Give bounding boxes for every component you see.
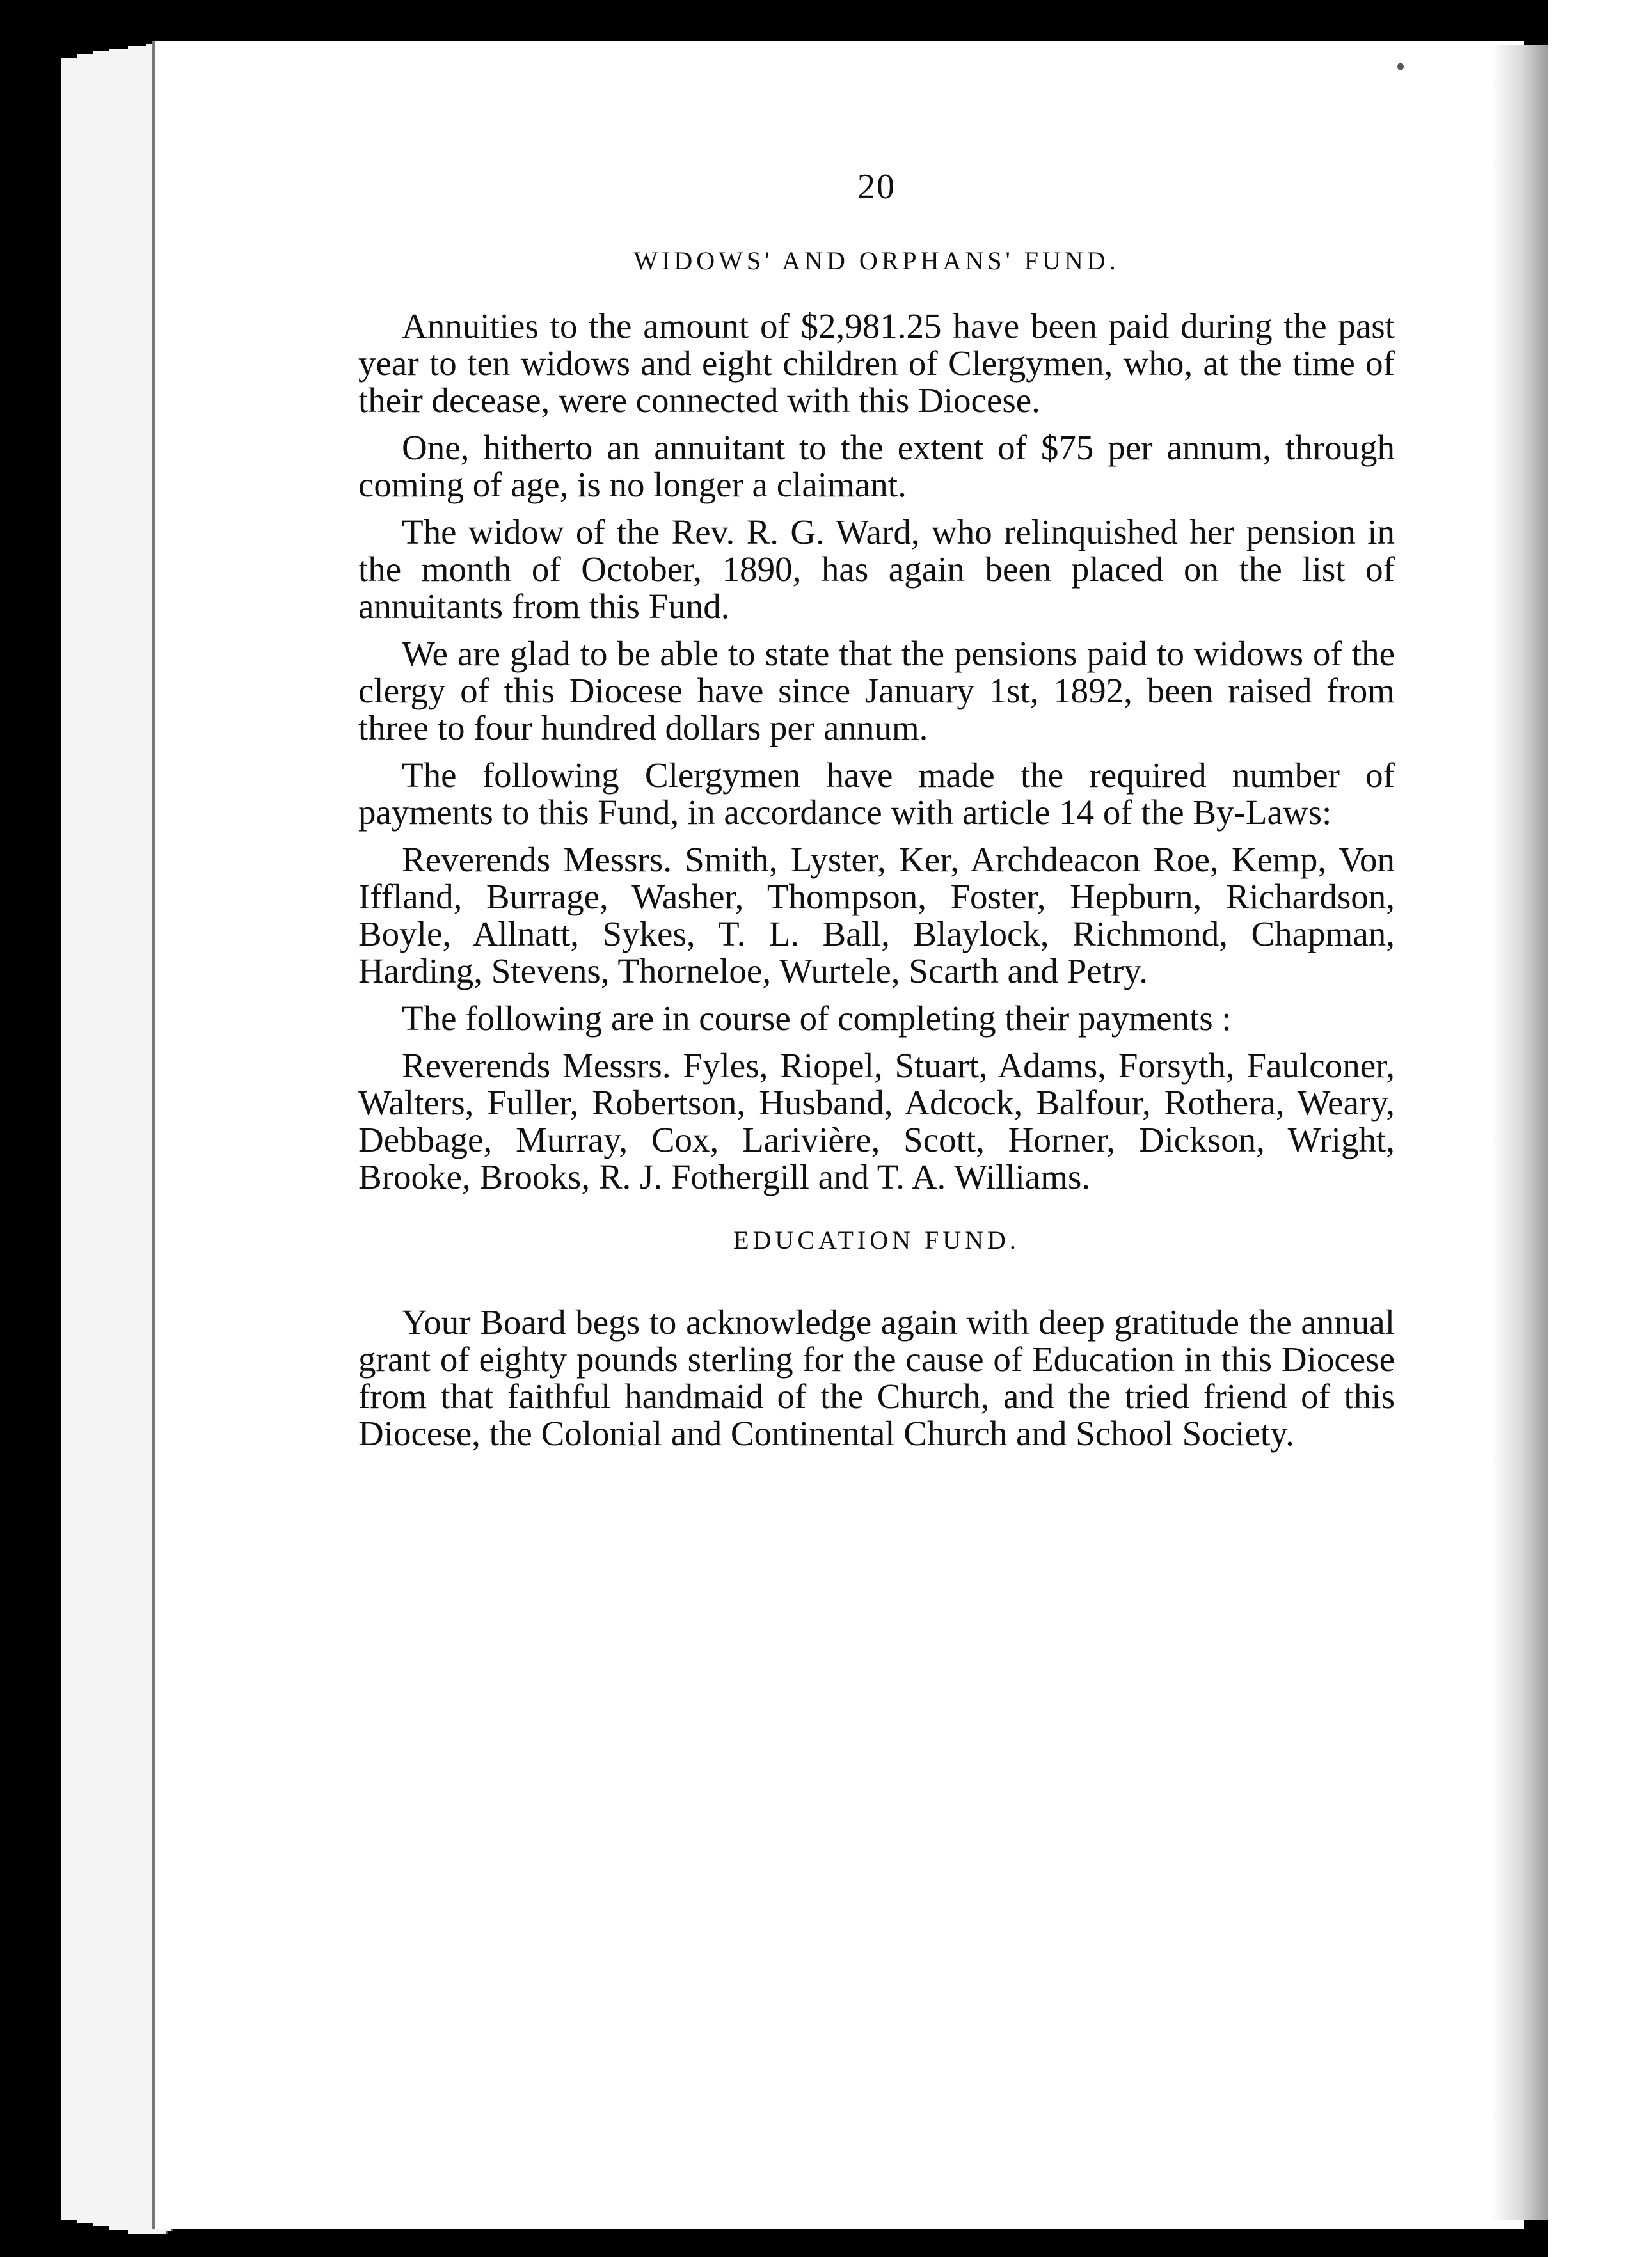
widows-paragraph-3: The widow of the Rev. R. G. Ward, who relinquished her pension in the month of October, 1890, has again been placed on the list of annuitants from this Fund. — [358, 512, 1395, 626]
widows-fund-heading: WIDOWS' AND ORPHANS' FUND. — [633, 246, 1120, 275]
widows-paragraph-2: One, hitherto an annuitant to the extent of $75 per annum, through coming of age, is no longer a claimant. — [358, 428, 1395, 504]
widows-paragraph-7: The following are in course of completing their payments : — [402, 999, 1232, 1038]
scan-speck — [1397, 63, 1404, 70]
completed-payments-list: Reverends Messrs. Smith, Lyster, Ker, Archdeacon Roe, Kemp, Von Iffland, Burrage, Washer, Thompson, Foster, Hepburn, Richardson, Boyle, Allnatt, Sykes, T. L. Ball, Blaylock, Richmond, Chapman, Harding, Stevens, Thorneloe, Wurtele, Scarth and Petry. — [358, 840, 1395, 990]
widows-paragraph-5: The following Clergymen have made the required number of payments to this Fund, in accordance with article 14 of the By-Laws: — [358, 756, 1395, 832]
page-number: 20 — [857, 167, 896, 207]
page-gutter-shadow — [1491, 45, 1548, 2220]
widows-paragraph-1: Annuities to the amount of $2,981.25 have been paid during the past year to ten widows and eight children of Clergymen, who, at the time of their decease, were connected with this Diocese. — [358, 306, 1395, 420]
right-margin — [1548, 0, 1652, 2257]
education-fund-heading: EDUCATION FUND. — [733, 1226, 1020, 1255]
completing-payments-list: Reverends Messrs. Fyles, Riopel, Stuart, Adams, Forsyth, Faulconer, Walters, Fuller, Robertson, Husband, Adcock, Balfour, Rothera, Weary, Debbage, Murray, Cox, Larivière, Scott, Horner, Dickson, Wright, Brooke, Brooks, R. J. Fothergill and T. A. Williams. — [358, 1046, 1395, 1196]
widows-paragraph-4: We are glad to be able to state that the pensions paid to widows of the clergy of this Diocese have since January 1st, 1892, been raised from three to four hundred dollars per annum. — [358, 634, 1395, 747]
education-paragraph-1: Your Board begs to acknowledge again with deep gratitude the annual grant of eighty pounds sterling for the cause of Education in this Diocese from that faithful handmaid of the Church, and the tried friend of this Diocese, the Colonial and Continental Church and School Society. — [358, 1303, 1395, 1453]
page-content — [358, 166, 1395, 1462]
